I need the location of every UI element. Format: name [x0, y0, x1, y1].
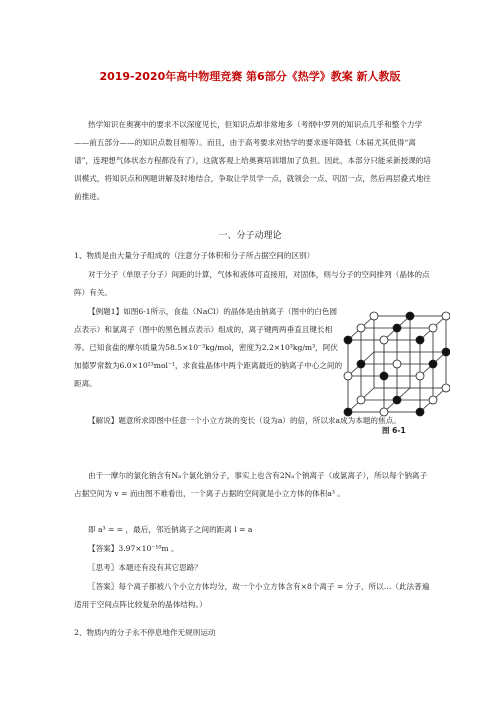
equation-line: 即 a³ = = ，最后，邻近钠离子之间的距离 l = a: [88, 525, 253, 534]
intro-paragraph: 热学知识在奥赛中的要求不以深度见长，但知识点却非常地多（考纲中罗列的知识点几乎和整个力学——前五部分——的知识点数目相等）。而且，由于高考要求对热学的要求逐年降低（本届尤其低得“离谱”，连理想气体状态方程都没有了），这就客观上给奥赛培训增加了负担。因此，本部分只能采新授课的培训模式，将知识点和例题讲解及时地结合，争取让学员学一点，就领会一点、巩固一点，然后再层叠式地往前推进。: [74, 120, 431, 201]
figure-label: 图 6-1: [382, 426, 406, 435]
think-question: 〖思考〗本题还有没有其它思路？: [88, 563, 202, 572]
solution-intro: 【解说】题意所求即图中任意一个小立方块的变长（设为a）的倍，所以求a成为本题的焦点。: [88, 416, 401, 425]
section-heading: 一、分子动理论: [218, 231, 282, 241]
think-answer: 〖答案〗每个离子都被八个小立方体均分，故一个小立方体含有×8个离子 = 分子，所以…（此法普遍适用于空间点阵比较复杂的晶体结构。）: [74, 582, 430, 609]
nacl-crystal-figure: [340, 306, 450, 426]
solution-body: 由于一摩尔的氯化钠含有Nₐ个氯化钠分子，事实上也含有2Nₐ个钠离子（或氯离子），所以每个钠离子占据空间为 v = 而由图不难看出，一个离子占据的空间就是小立方体的体积a³ 。: [74, 471, 428, 498]
item-1-body: 对于分子（单原子分子）间距的计算，气体和液体可直接用，对固体，则与分子的空间排列（晶体的点阵）有关。: [74, 270, 430, 297]
document-title: 2019-2020年高中物理竞赛 第6部分《热学》教案 新人教版: [99, 70, 401, 83]
answer: 【答案】3.97×10⁻¹⁰m 。: [88, 544, 179, 553]
item-2-heading: 2、物质内的分子永不停息地作无规则运动: [74, 628, 216, 637]
example-1: 【例题1】如图6-1所示，食盐（NaCl）的晶体是由钠离子（图中的白色圆点表示）和氯离子（图中的黑色圆点表示）组成的，离子键两两垂直且键长相等。已知食盐的摩尔质量为58.5×10⁻³kg/mol，密度为2.2×10³kg/m³，阿伏加德罗常数为6.0×10²³mol⁻¹，求食盐晶体中两个距离最近的钠离子中心之间的距离。: [74, 307, 343, 388]
item-1-heading: 1、物质是由大量分子组成的（注意分子体积和分子所占据空间的区别）: [74, 251, 315, 260]
